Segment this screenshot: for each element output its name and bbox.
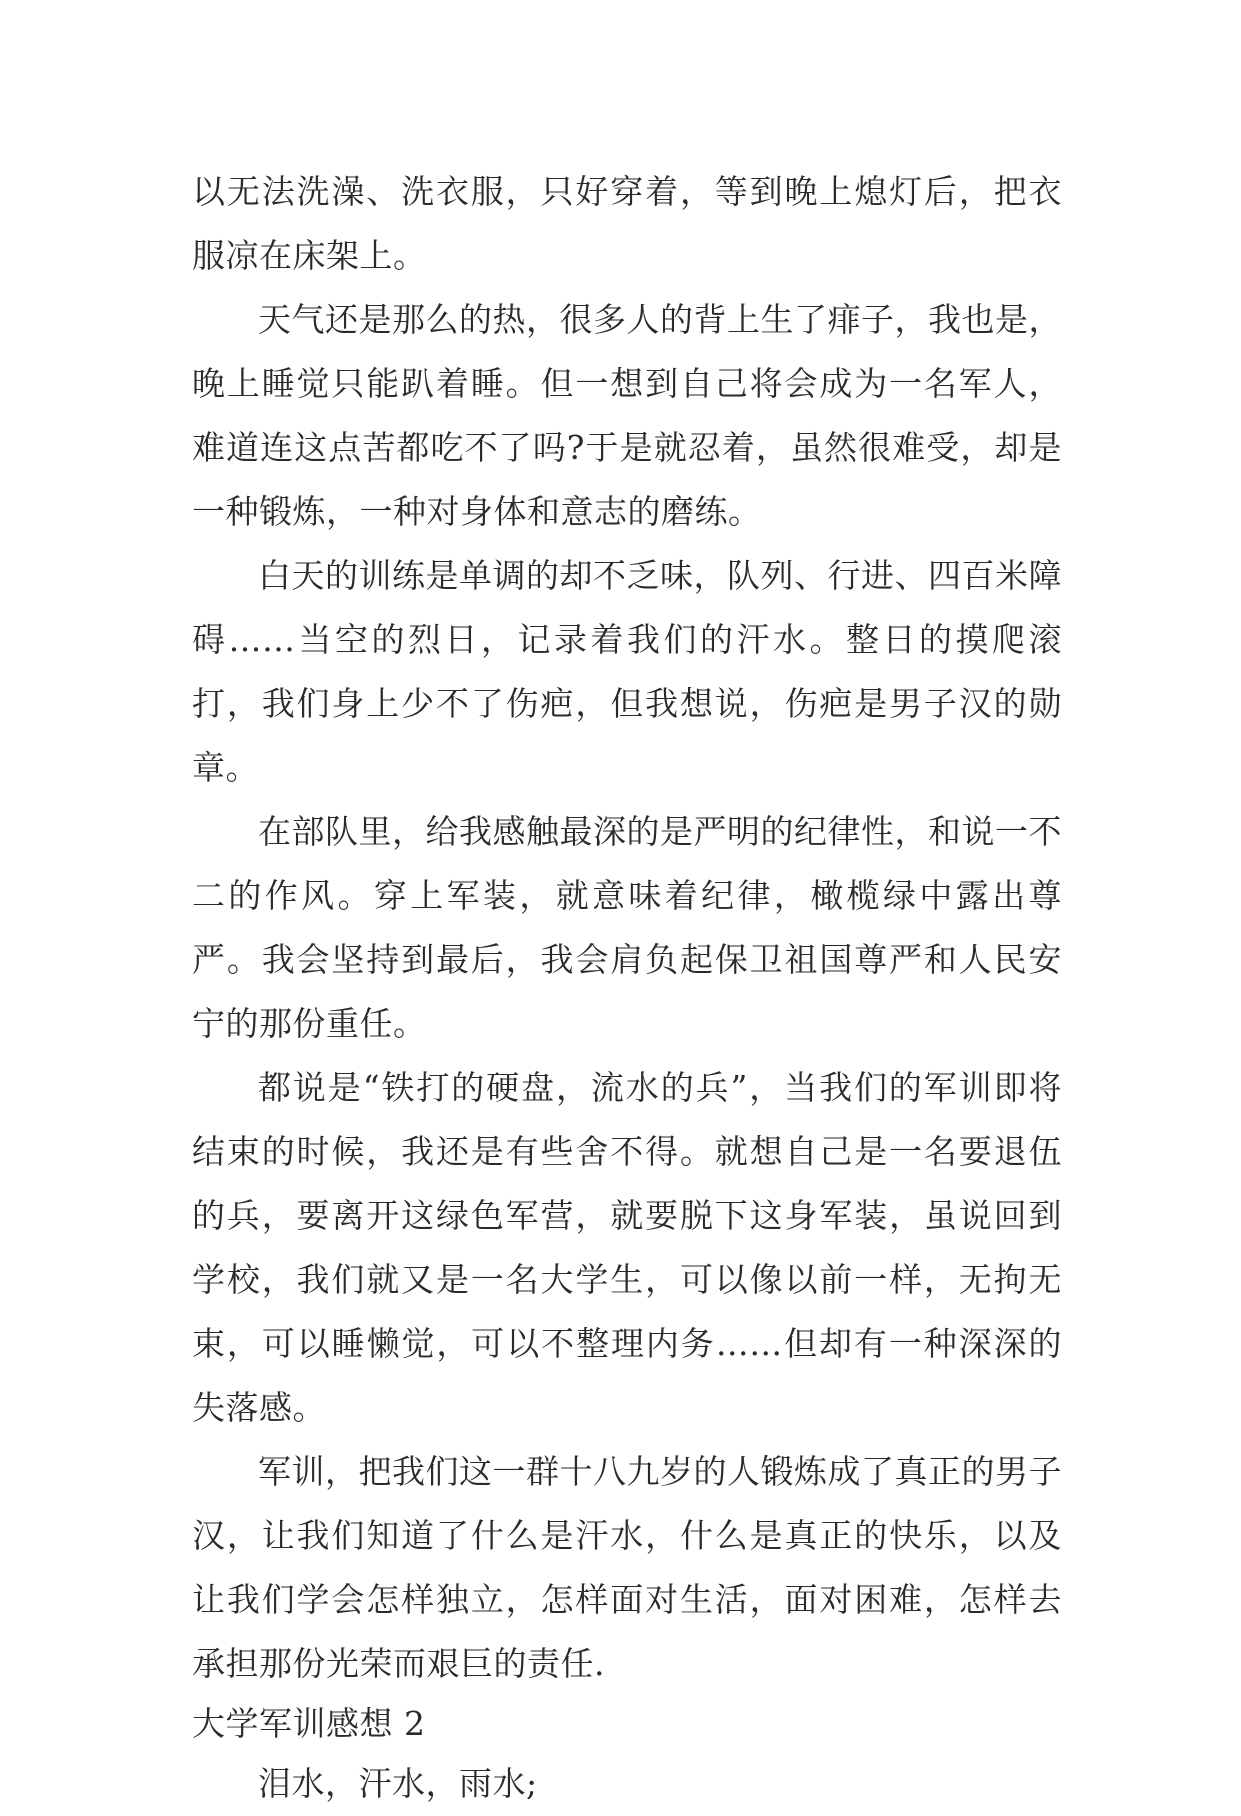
document-body — [192, 160, 1062, 1816]
paragraph: 军训，把我们这一群十八九岁的人锻炼成了真正的男子汉，让我们知道了什么是汗水，什么是真正的快乐，以及让我们学会怎样独立，怎样面对生活，面对困难，怎样去承担那份光荣而艰巨的责任. — [192, 1452, 1062, 1683]
paragraph: 都说是“铁打的硬盘，流水的兵”，当我们的军训即将结束的时候，我还是有些舍不得。就想自己是一名要退伍的兵，要离开这绿色军营，就要脱下这身军装，虽说回到学校，我们就又是一名大学生，可以像以前一样，无拘无束，可以睡懒觉，可以不整理内务……但却有一种深深的失落感。 — [192, 1068, 1062, 1427]
paragraph: 在部队里，给我感触最深的是严明的纪律性，和说一不二的作风。穿上军装，就意味着纪律，橄榄绿中露出尊严。我会坚持到最后，我会肩负起保卫祖国尊严和人民安宁的那份重任。 — [192, 812, 1062, 1043]
paragraph-continued: 以无法洗澡、洗衣服，只好穿着，等到晚上熄灯后，把衣服凉在床架上。 — [192, 172, 1062, 275]
paragraph: 天气还是那么的热，很多人的背上生了痱子，我也是，晚上睡觉只能趴着睡。但一想到自己将会成为一名军人，难道连这点苦都吃不了吗?于是就忍着，虽然很难受，却是一种锻炼，一种对身体和意志的磨练。 — [192, 300, 1062, 531]
paragraph: 泪水，汗水，雨水; — [258, 1764, 538, 1803]
paragraph: 白天的训练是单调的却不乏味，队列、行进、四百米障碍……当空的烈日，记录着我们的汗水。整日的摸爬滚打，我们身上少不了伤疤，但我想说，伤疤是男子汉的勋章。 — [192, 556, 1062, 787]
section-heading: 大学军训感想 2 — [192, 1704, 426, 1743]
